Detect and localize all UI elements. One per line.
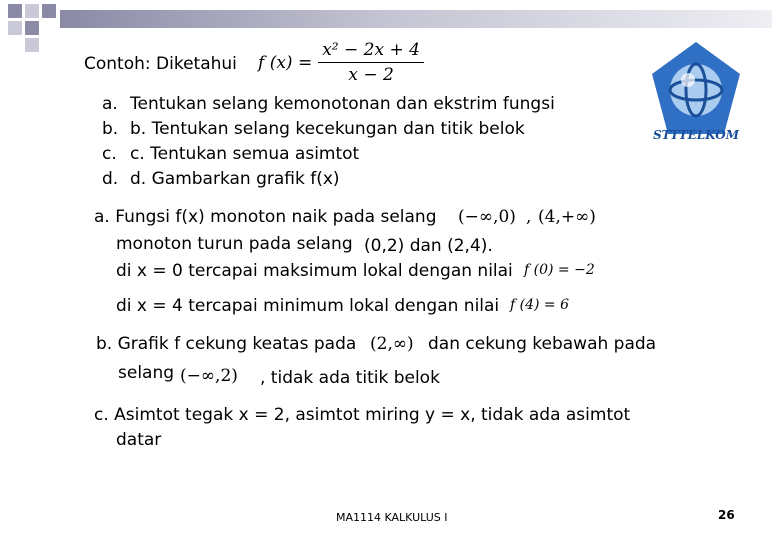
task-marker: d.: [102, 169, 119, 189]
answer-a-line4: di x = 4 tercapai minimum lokal dengan nilai: [116, 296, 500, 316]
decor-square: [25, 21, 39, 35]
task-text: Tentukan selang kemonotonan dan ekstrim fungsi: [130, 94, 555, 114]
function-denominator: x − 2: [348, 65, 394, 85]
interval-concave-down: (−∞,2): [180, 366, 238, 386]
interval-increasing-1: (−∞,0): [458, 207, 516, 227]
decor-square: [8, 21, 22, 35]
answer-c-line1: c. Asimtot tegak x = 2, asimtot miring y = x, tidak ada asimtot: [94, 405, 631, 425]
decor-bar: [60, 10, 772, 28]
slide-title: Contoh: Diketahui: [84, 54, 237, 74]
page-number: 26: [718, 508, 735, 522]
logo-text: STTTELKOM: [652, 128, 740, 142]
interval-increasing-2: (4,+∞): [538, 207, 596, 227]
answer-a-line1: a. Fungsi f(x) monoton naik pada selang: [94, 207, 437, 227]
interval-decreasing: (0,2) dan (2,4).: [364, 236, 493, 256]
task-text: c. Tentukan semua asimtot: [130, 144, 360, 164]
decor-square: [25, 4, 39, 18]
answer-b-line2-post: , tidak ada titik belok: [260, 368, 440, 388]
task-text: d. Gambarkan grafik f(x): [130, 169, 340, 189]
decor-square: [25, 38, 39, 52]
function-numerator: x² − 2x + 4: [318, 40, 424, 63]
task-marker: b.: [102, 119, 119, 139]
function-fraction: [318, 40, 424, 85]
answer-c-line2: datar: [116, 430, 162, 450]
interval-separator: ,: [526, 207, 532, 227]
answer-b-line1: b. Grafik f cekung keatas pada: [96, 334, 357, 354]
sttelkom-logo: [646, 38, 746, 150]
answer-a-line2: monoton turun pada selang: [116, 234, 353, 254]
answer-b-line1-post: dan cekung kebawah pada: [428, 334, 657, 354]
task-marker: a.: [102, 94, 118, 114]
decor-square: [8, 4, 22, 18]
function-lhs: f (x) =: [258, 52, 313, 73]
decor-square: [42, 4, 56, 18]
footer-course: MA1114 KALKULUS I: [336, 511, 448, 524]
function-definition: [258, 40, 424, 85]
local-max-value: f (0) = −2: [524, 262, 595, 278]
answer-b-line2-pre: selang: [118, 363, 175, 383]
task-text: b. Tentukan selang kecekungan dan titik belok: [130, 119, 525, 139]
interval-concave-up: (2,∞): [370, 334, 414, 354]
answer-a-line3: di x = 0 tercapai maksimum lokal dengan nilai: [116, 261, 513, 281]
task-marker: c.: [102, 144, 117, 164]
local-min-value: f (4) = 6: [510, 297, 570, 313]
